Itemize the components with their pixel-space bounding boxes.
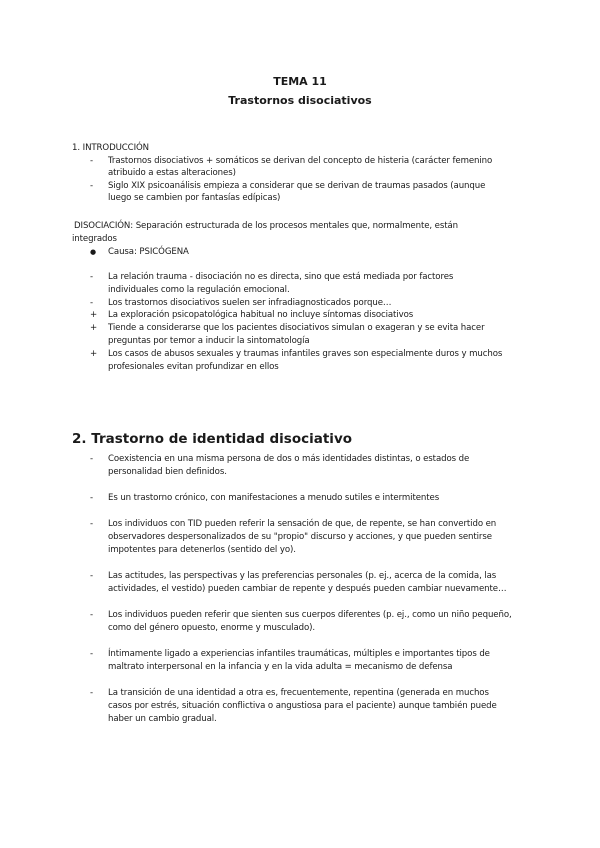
list-marker: + (90, 349, 98, 359)
list-item-line: La exploración psicopatológica habitual no incluye síntomas disociativos (108, 310, 414, 320)
list-marker: - (90, 298, 94, 308)
list-item-line: impotentes para detenerlos (sentido del yo). (108, 545, 296, 555)
list-marker: + (90, 310, 98, 320)
list-item-line: Las actitudes, las perspectivas y las preferencias personales (p. ej., acerca de la comida, las (108, 571, 497, 581)
document-title: Trastornos disociativos (228, 94, 372, 107)
bullet-item-causa: Causa: PSICÓGENA (108, 247, 189, 257)
list-item-line: individuales como la regulación emocional. (108, 285, 290, 295)
list-marker: - (90, 272, 94, 282)
list-item-line: atribuido a estas alteraciones) (108, 168, 236, 178)
list-marker: - (90, 454, 94, 464)
list-item-line: Los individuos con TID pueden referir la sensación de que, de repente, se han convertido en (108, 519, 497, 529)
list-item-line: La relación trauma - disociación no es directa, sino que está mediada por factores (108, 272, 454, 282)
list-item-line: Tiende a considerarse que los pacientes disociativos simulan o exageran y se evita hacer (108, 323, 485, 333)
list-item-line: actividades, el vestido) pueden cambiar de repente y después pueden cambiar nuevamente… (108, 584, 507, 594)
definition-paragraph-line: integrados (72, 234, 117, 244)
list-item-line: Los trastornos disociativos suelen ser infradiagnosticados porque… (108, 298, 392, 308)
list-marker: - (90, 649, 94, 659)
list-marker: + (90, 323, 98, 333)
list-item-line: Es un trastorno crónico, con manifestaciones a menudo sutiles e intermitentes (108, 493, 440, 503)
section-heading-tid: 2. Trastorno de identidad disociativo (72, 431, 353, 447)
list-item-line: como del género opuesto, enorme y musculado). (108, 623, 316, 633)
definition-paragraph-line: DISOCIACIÓN: Separación estructurada de los procesos mentales que, normalmente, están (74, 221, 459, 231)
list-marker: - (90, 519, 94, 529)
list-marker: - (90, 610, 94, 620)
list-item-line: Siglo XIX psicoanálisis empieza a considerar que se derivan de traumas pasados (aunque (108, 181, 486, 191)
list-marker: - (90, 571, 94, 581)
list-item-line: maltrato interpersonal en la infancia y en la vida adulta = mecanismo de defensa (108, 662, 453, 672)
list-item-line: haber un cambio gradual. (108, 714, 217, 724)
document-title-number: TEMA 11 (273, 75, 327, 88)
list-item-line: Trastornos disociativos + somáticos se derivan del concepto de histeria (carácter femenino (108, 156, 493, 166)
list-marker: - (90, 493, 94, 503)
list-item-line: profesionales evitan profundizar en ellos (108, 362, 279, 372)
list-item-line: Coexistencia en una misma persona de dos o más identidades distintas, o estados de (108, 454, 470, 464)
list-item-line: casos por estrés, situación conflictiva o angustiosa para el paciente) aunque también puede (108, 701, 497, 711)
list-item-line: luego se cambien por fantasías edípicas) (108, 193, 281, 203)
list-item-line: observadores despersonalizados de su "propio" discurso y acciones, y que pueden sentirse (108, 532, 492, 542)
list-item-line: Los individuos pueden referir que sienten sus cuerpos diferentes (p. ej., como un niño pequeño, (108, 610, 512, 620)
bullet-marker: ● (90, 248, 97, 256)
list-item-line: personalidad bien definidos. (108, 467, 227, 477)
section-heading-introduccion: 1. INTRODUCCIÓN (72, 143, 150, 153)
list-marker: - (90, 181, 94, 191)
list-marker: - (90, 688, 94, 698)
list-item-line: Íntimamente ligado a experiencias infantiles traumáticas, múltiples e importantes tipos de (108, 649, 490, 659)
list-marker: - (90, 156, 94, 166)
list-item-line: Los casos de abusos sexuales y traumas infantiles graves son especialmente duros y muchos (108, 349, 503, 359)
list-item-line: La transición de una identidad a otra es, frecuentemente, repentina (generada en muchos (108, 688, 489, 698)
list-item-line: preguntas por temor a inducir la sintomatología (108, 336, 310, 346)
